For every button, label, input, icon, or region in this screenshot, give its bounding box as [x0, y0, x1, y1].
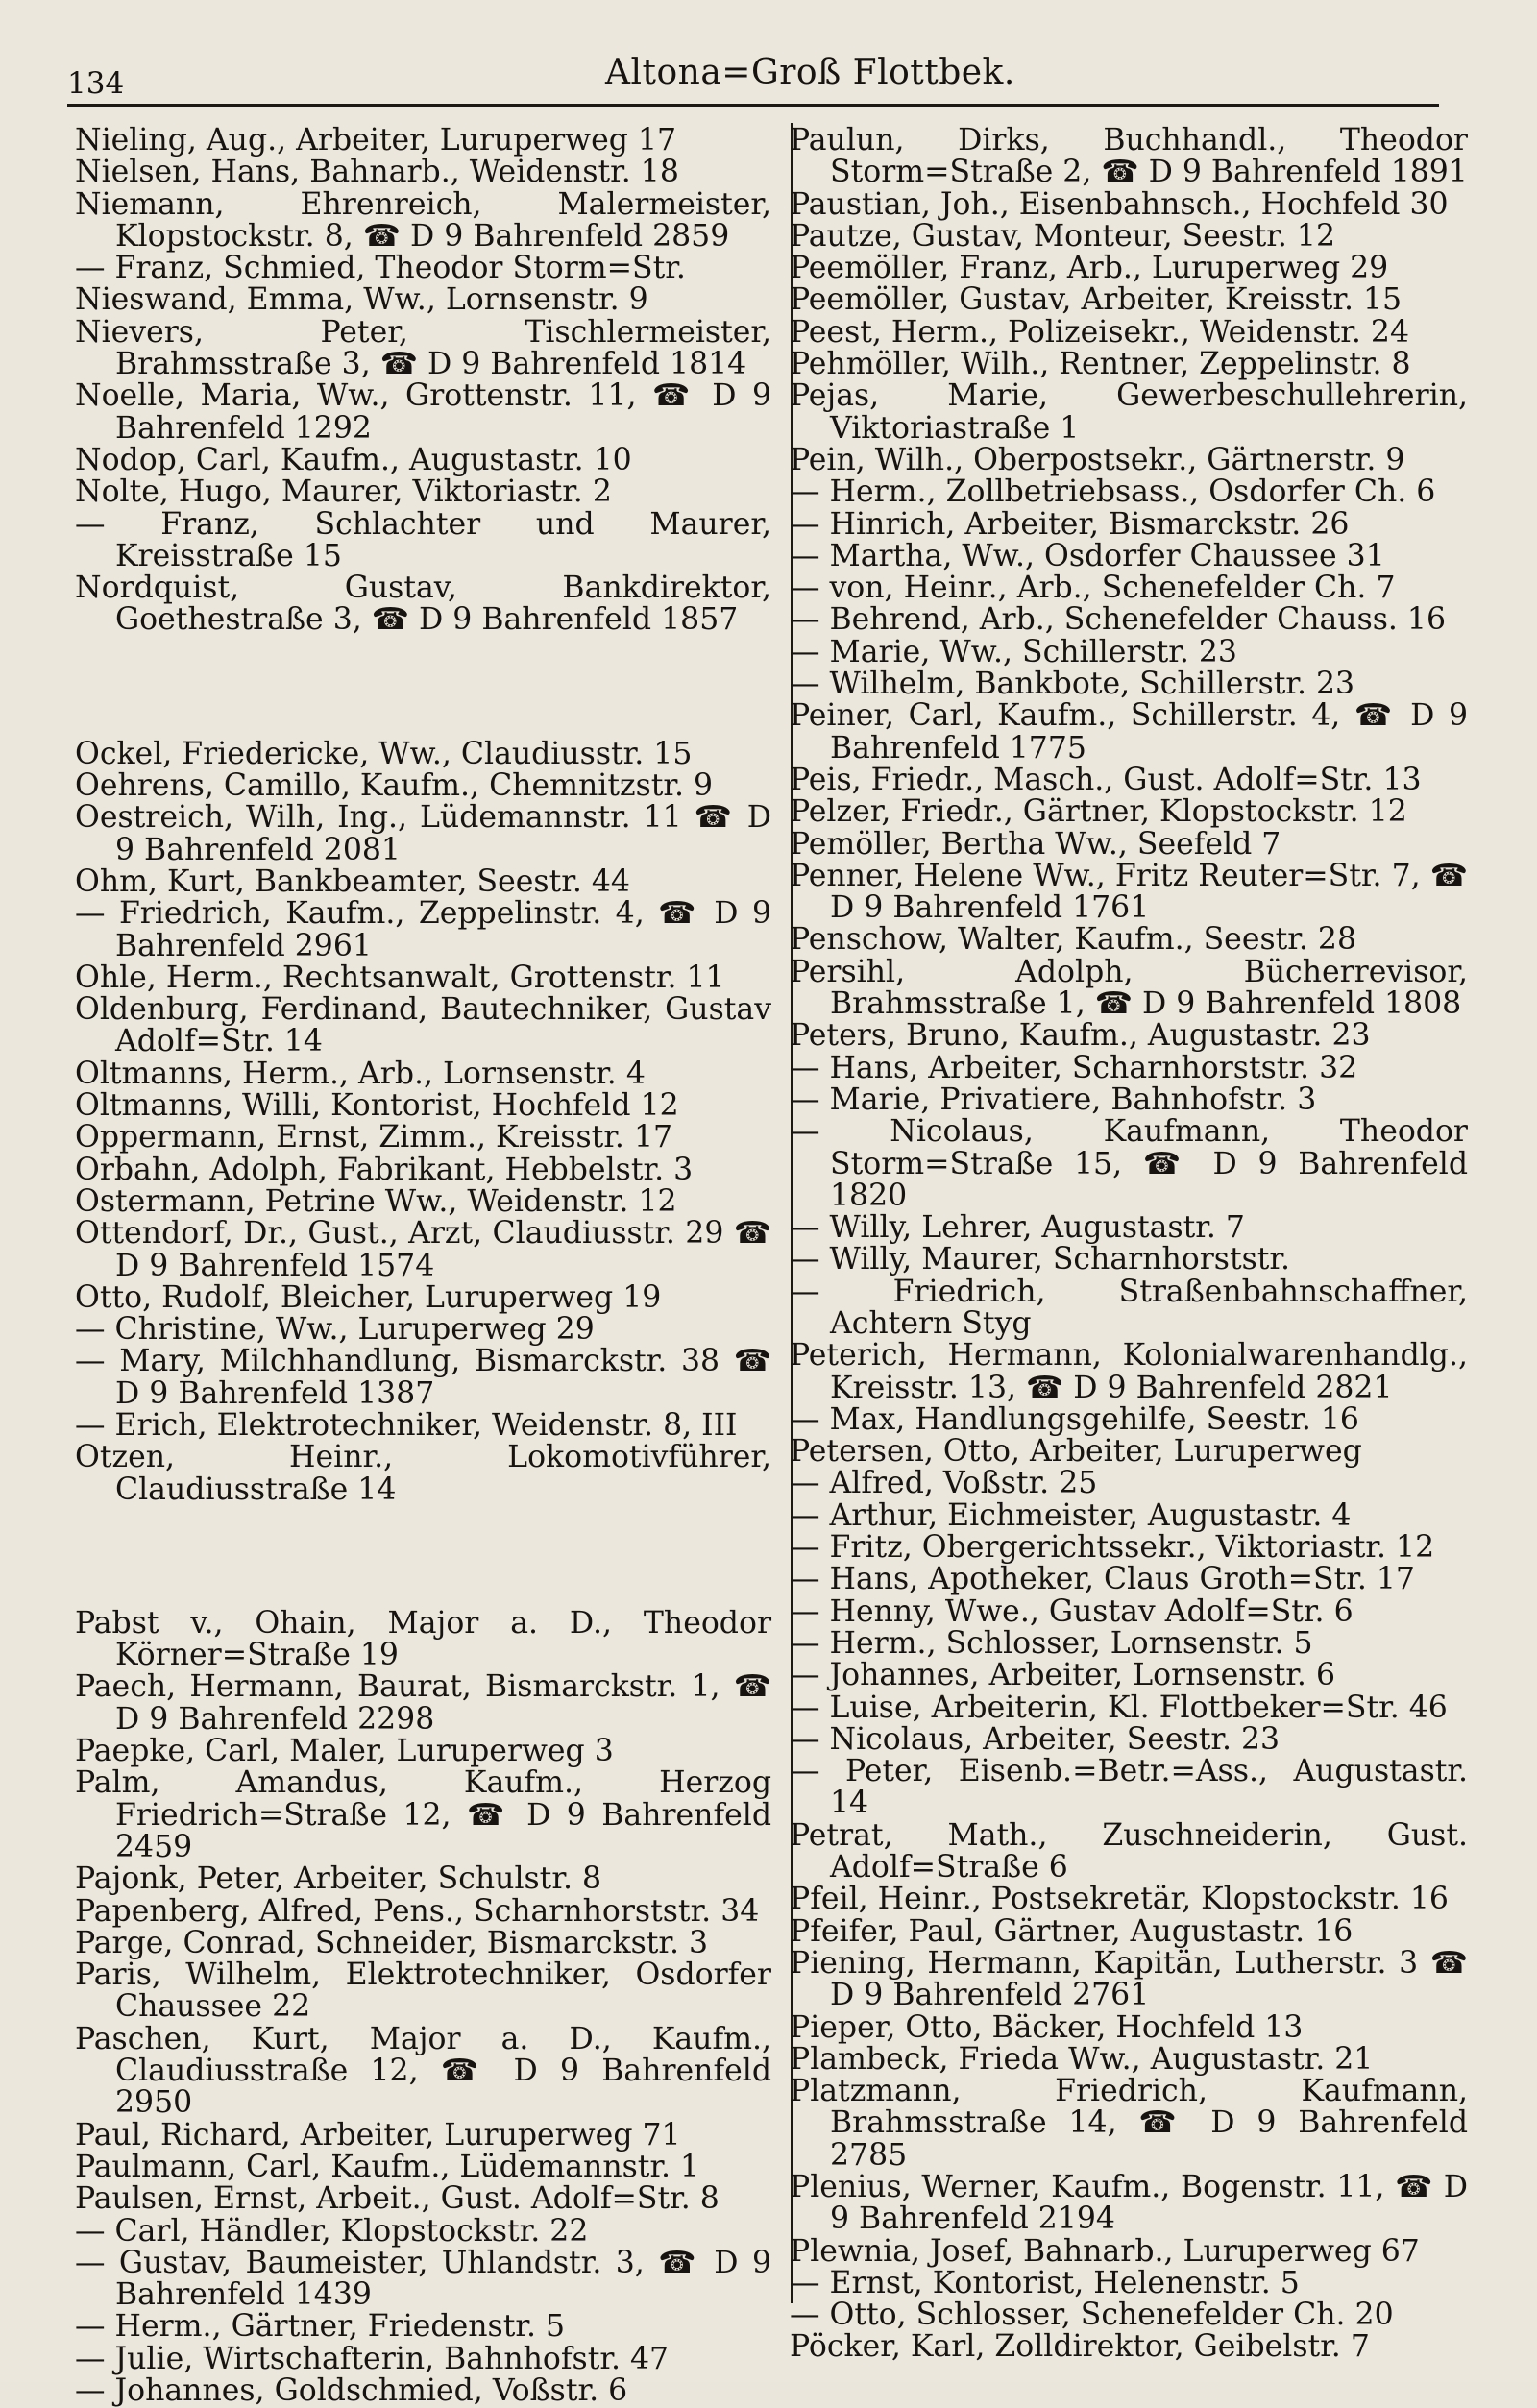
directory-entry: — Herm., Schlosser, Lornsenstr. 5 [790, 1625, 1313, 1661]
directory-entry: Pehmöller, Wilh., Rentner, Zeppelinstr. 8 [790, 347, 1411, 382]
directory-entry: Oehrens, Camillo, Kaufm., Chemnitzstr. 9 [75, 768, 714, 804]
directory-entry: Pemöller, Bertha Ww., Seefeld 7 [790, 826, 1281, 862]
running-head: Altona=Groß Flottbek. [605, 53, 1015, 92]
directory-entry: — Otto, Schlosser, Schenefelder Ch. 20 [790, 2298, 1394, 2333]
directory-entry: Otto, Rudolf, Bleicher, Luruperweg 19 [75, 1279, 662, 1315]
directory-entry: Petersen, Otto, Arbeiter, Luruperweg [790, 1434, 1362, 1470]
directory-entry: Penner, Helene Ww., Fritz Reuter=Str. 7, ☎ D 9 Bahrenfeld 1761 [790, 858, 1468, 926]
directory-entry: — Ernst, Kontorist, Helenenstr. 5 [790, 2265, 1300, 2300]
directory-entry: Paustian, Joh., Eisenbahnsch., Hochfeld 30 [790, 186, 1449, 222]
directory-entry: Persihl, Adolph, Bücherrevisor, Brahmsstraße 1, ☎ D 9 Bahrenfeld 1808 [790, 954, 1468, 1022]
directory-entry: Peest, Herm., Polizeisekr., Weidenstr. 24 [790, 314, 1410, 350]
directory-entry: Peis, Friedr., Masch., Gust. Adolf=Str. 13 [790, 762, 1422, 797]
directory-entry: — Hans, Apotheker, Claus Groth=Str. 17 [790, 1562, 1415, 1597]
directory-entry: Nieswand, Emma, Ww., Lornsenstr. 9 [75, 282, 648, 318]
directory-entry: Oltmanns, Herm., Arb., Lornsenstr. 4 [75, 1056, 646, 1091]
directory-entry: — Johannes, Goldschmied, Voßstr. 6 [75, 2373, 628, 2408]
directory-entry: — Alfred, Voßstr. 25 [790, 1466, 1098, 1501]
left-column [75, 125, 771, 2407]
directory-entry: Pieper, Otto, Bäcker, Hochfeld 13 [790, 2009, 1304, 2045]
directory-entry: Nielsen, Hans, Bahnarb., Weidenstr. 18 [75, 155, 679, 190]
directory-entry: Paul, Richard, Arbeiter, Luruperweg 71 [75, 2117, 681, 2153]
directory-entry: Penschow, Walter, Kaufm., Seestr. 28 [790, 922, 1356, 958]
directory-entry: Ohle, Herm., Rechtsanwalt, Grottenstr. 11 [75, 960, 725, 995]
directory-entry: — Marie, Privatiere, Bahnhofstr. 3 [790, 1082, 1317, 1117]
directory-entry: Oppermann, Ernst, Zimm., Kreisstr. 17 [75, 1120, 673, 1155]
directory-entry: — Julie, Wirtschafterin, Bahnhofstr. 47 [75, 2341, 670, 2376]
directory-entry: — Henny, Wwe., Gustav Adolf=Str. 6 [790, 1593, 1354, 1629]
directory-entry: — Luise, Arbeiterin, Kl. Flottbeker=Str. 46 [790, 1690, 1448, 1725]
directory-entry: Nievers, Peter, Tischlermeister, Brahmsstraße 3, ☎ D 9 Bahrenfeld 1814 [75, 314, 771, 382]
directory-entry: — Wilhelm, Bankbote, Schillerstr. 23 [790, 667, 1355, 702]
directory-entry: — von, Heinr., Arb., Schenefelder Ch. 7 [790, 571, 1396, 606]
directory-entry: Nordquist, Gustav, Bankdirektor, Goethestraße 3, ☎ D 9 Bahrenfeld 1857 [75, 571, 771, 638]
directory-entry: — Gustav, Baumeister, Uhlandstr. 3, ☎ D 9 Bahrenfeld 1439 [75, 2245, 771, 2313]
directory-entry: Pabst v., Ohain, Major a. D., Theodor Körner=Straße 19 [75, 1605, 771, 1673]
directory-entry: Peters, Bruno, Kaufm., Augustastr. 23 [790, 1018, 1371, 1054]
directory-entry: Orbahn, Adolph, Fabrikant, Hebbelstr. 3 [75, 1152, 694, 1187]
directory-entry: — Willy, Lehrer, Augustastr. 7 [790, 1210, 1245, 1246]
directory-entry: Oldenburg, Ferdinand, Bautechniker, Gustav Adolf=Str. 14 [75, 992, 771, 1059]
section-gap [75, 1506, 771, 1608]
directory-entry: Peterich, Hermann, Kolonialwarenhandlg., Kreisstr. 13, ☎ D 9 Bahrenfeld 2821 [790, 1338, 1468, 1405]
directory-entry: Papenberg, Alfred, Pens., Scharnhorststr. 34 [75, 1893, 760, 1929]
directory-entry: Paschen, Kurt, Major a. D., Kaufm., Claudiusstraße 12, ☎ D 9 Bahrenfeld 2950 [75, 2021, 771, 2121]
directory-entry: — Fritz, Obergerichtssekr., Viktoriastr. 12 [790, 1530, 1435, 1566]
directory-entry: Pelzer, Friedr., Gärtner, Klopstockstr. 12 [790, 794, 1407, 830]
directory-entry: Petrat, Math., Zuschneiderin, Gust. Adolf=Straße 6 [790, 1817, 1468, 1885]
directory-entry: — Arthur, Eichmeister, Augustastr. 4 [790, 1497, 1352, 1533]
page-number: 134 [67, 66, 125, 101]
directory-entry: Peemöller, Gustav, Arbeiter, Kreisstr. 15 [790, 282, 1403, 318]
directory-entry: Paulmann, Carl, Kaufm., Lüdemannstr. 1 [75, 2149, 700, 2184]
directory-entry: Pfeil, Heinr., Postsekretär, Klopstockstr. 16 [790, 1882, 1449, 1917]
directory-entry: — Peter, Eisenb.=Betr.=Ass., Augustastr. 14 [790, 1754, 1468, 1821]
directory-entry: — Nicolaus, Kaufmann, Theodor Storm=Straße 15, ☎ D 9 Bahrenfeld 1820 [790, 1114, 1468, 1213]
directory-entry: — Friedrich, Straßenbahnschaffner, Achtern Styg [790, 1274, 1468, 1341]
directory-entry: — Hans, Arbeiter, Scharnhorststr. 32 [790, 1050, 1358, 1085]
directory-entry: Pfeifer, Paul, Gärtner, Augustastr. 16 [790, 1913, 1354, 1949]
directory-entry: Pautze, Gustav, Monteur, Seestr. 12 [790, 218, 1336, 254]
directory-entry: Peemöller, Franz, Arb., Luruperweg 29 [790, 251, 1389, 286]
directory-entry: Paulun, Dirks, Buchhandl., Theodor Storm=Straße 2, ☎ D 9 Bahrenfeld 1891 [790, 123, 1468, 190]
directory-entry: — Erich, Elektrotechniker, Weidenstr. 8, III [75, 1407, 738, 1443]
directory-entry: — Carl, Händler, Klopstockstr. 22 [75, 2213, 589, 2249]
directory-entry: Plewnia, Josef, Bahnarb., Luruperweg 67 [790, 2233, 1420, 2269]
directory-entry: Ottendorf, Dr., Gust., Arzt, Claudiusstr. 29 ☎ D 9 Bahrenfeld 1574 [75, 1216, 771, 1283]
directory-entry: — Friedrich, Kaufm., Zeppelinstr. 4, ☎ D 9 Bahrenfeld 2961 [75, 896, 771, 963]
directory-entry: — Hinrich, Arbeiter, Bismarckstr. 26 [790, 506, 1350, 542]
directory-entry: Otzen, Heinr., Lokomotivführer, Claudiusstraße 14 [75, 1440, 771, 1507]
directory-entry: Paepke, Carl, Maler, Luruperweg 3 [75, 1734, 614, 1769]
directory-entry: Nieling, Aug., Arbeiter, Luruperweg 17 [75, 123, 677, 158]
directory-entry: — Franz, Schmied, Theodor Storm=Str. [75, 251, 686, 286]
directory-entry: — Marie, Ww., Schillerstr. 23 [790, 634, 1237, 669]
directory-entry: Piening, Hermann, Kapitän, Lutherstr. 3 ☎ D 9 Bahrenfeld 2761 [790, 1945, 1468, 2013]
directory-entry: Palm, Amandus, Kaufm., Herzog Friedrich=Straße 12, ☎ D 9 Bahrenfeld 2459 [75, 1765, 771, 1864]
directory-entry: — Herm., Zollbetriebsass., Osdorfer Ch. 6 [790, 474, 1436, 510]
directory-entry: Niemann, Ehrenreich, Malermeister, Klopstockstr. 8, ☎ D 9 Bahrenfeld 2859 [75, 186, 771, 254]
right-column [790, 125, 1468, 2364]
directory-entry: — Nicolaus, Arbeiter, Seestr. 23 [790, 1721, 1281, 1757]
directory-entry: Plenius, Werner, Kaufm., Bogenstr. 11, ☎ D 9 Bahrenfeld 2194 [790, 2170, 1468, 2237]
directory-entry: — Franz, Schlachter und Maurer, Kreisstraße 15 [75, 506, 771, 573]
section-gap [75, 637, 771, 739]
directory-entry: Ostermann, Petrine Ww., Weidenstr. 12 [75, 1183, 677, 1219]
directory-entry: Pajonk, Peter, Arbeiter, Schulstr. 8 [75, 1861, 602, 1897]
directory-entry: — Christine, Ww., Luruperweg 29 [75, 1312, 595, 1348]
directory-entry: — Behrend, Arb., Schenefelder Chauss. 16 [790, 602, 1447, 638]
header-rule [67, 104, 1439, 107]
directory-entry: — Mary, Milchhandlung, Bismarckstr. 38 ☎ D 9 Bahrenfeld 1387 [75, 1344, 771, 1411]
directory-entry: Paris, Wilhelm, Elektrotechniker, Osdorfer Chaussee 22 [75, 1958, 771, 2025]
directory-entry: Paulsen, Ernst, Arbeit., Gust. Adolf=Str. 8 [75, 2181, 720, 2217]
directory-entry: Noelle, Maria, Ww., Grottenstr. 11, ☎ D 9 Bahrenfeld 1292 [75, 378, 771, 446]
directory-entry: Platzmann, Friedrich, Kaufmann, Brahmsstraße 14, ☎ D 9 Bahrenfeld 2785 [790, 2074, 1468, 2173]
directory-entry: Oestreich, Wilh, Ing., Lüdemannstr. 11 ☎ D 9 Bahrenfeld 2081 [75, 800, 771, 867]
directory-entry: Nodop, Carl, Kaufm., Augustastr. 10 [75, 442, 632, 477]
directory-entry: — Max, Handlungsgehilfe, Seestr. 16 [790, 1401, 1359, 1437]
page-header [67, 53, 1451, 99]
directory-entry: Pejas, Marie, Gewerbeschullehrerin, Viktoriastraße 1 [790, 378, 1468, 446]
directory-entry: — Martha, Ww., Osdorfer Chaussee 31 [790, 538, 1385, 573]
directory-entry: — Johannes, Arbeiter, Lornsenstr. 6 [790, 1658, 1335, 1693]
directory-entry: Parge, Conrad, Schneider, Bismarckstr. 3 [75, 1925, 709, 1960]
directory-entry: Pöcker, Karl, Zolldirektor, Geibelstr. 7 [790, 2329, 1370, 2365]
directory-entry: Peiner, Carl, Kaufm., Schillerstr. 4, ☎ D 9 Bahrenfeld 1775 [790, 698, 1468, 766]
directory-entry: Pein, Wilh., Oberpostsekr., Gärtnerstr. 9 [790, 442, 1405, 477]
directory-entry: Plambeck, Frieda Ww., Augustastr. 21 [790, 2041, 1374, 2077]
directory-entry: — Herm., Gärtner, Friedenstr. 5 [75, 2309, 566, 2345]
directory-entry: Oltmanns, Willi, Kontorist, Hochfeld 12 [75, 1088, 679, 1124]
directory-entry: Ockel, Friedericke, Ww., Claudiusstr. 15 [75, 736, 693, 771]
directory-entry: Paech, Hermann, Baurat, Bismarckstr. 1, ☎ D 9 Bahrenfeld 2298 [75, 1669, 771, 1737]
directory-entry: — Willy, Maurer, Scharnhorststr. [790, 1242, 1291, 1277]
directory-entry: Ohm, Kurt, Bankbeamter, Seestr. 44 [75, 863, 630, 899]
directory-entry: Nolte, Hugo, Maurer, Viktoriastr. 2 [75, 474, 612, 510]
